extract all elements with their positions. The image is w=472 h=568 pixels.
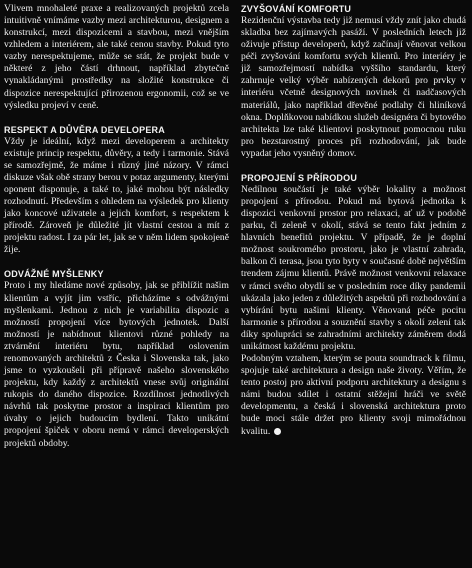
closing-paragraph	[241, 353, 466, 438]
section-paragraph-priroda: Nedílnou součástí je také výběr lokality a možnost propojení s přírodou. Pokud má bytová jednotka k dispozici venkovní prostor pro relaxaci, ať už v podobě parku, či zeleně v okolí, stává se tento fakt jedním z hlavních benefitů projektu. V případě, že je doplní možnost soukromého prostoru, jako je vlastní zahrada, balkon či terasa, jsou tyto byty v současné době největším trendem zájmu klientů. Právě možnost venkovní relaxace v rámci svého obydlí se v posledním roce díky pandemii ukázala jako jeden z důležitých aspektů při rozhodování a vybírání bytu našimi klienty. Věnovaná péče pocitu harmonie s přírodou a souznění stavby s okolí zelení tak díky spolupráci se zahradními architekty záměrem dodá unikátnost každému projektu.	[241, 183, 466, 352]
end-mark-icon	[274, 428, 281, 435]
section-paragraph-respekt: Vždy je ideální, když mezi developerem a architekty existuje princip respektu, důvěry, a tedy i tarmonie. Stává se samozřejmě, že máme i různý jiné názory. V rámci diskuze však obě strany berou v potaz argumenty, kterými oponent disponuje, a také to, jaké mohou být následky rozhodnutí. Především s ohledem na výsledek pro klienty jako koncové uživatele a jejich komfort, s respektem k přírodě. Zároveň je důležité jít vlastní cestou a mít z projektu radost. I za pár let, jak se v něm lidem spokojeně žije.	[4, 135, 229, 256]
section-heading-respekt: RESPEKT A DŮVĚRA DEVELOPERA	[4, 124, 165, 135]
right-column	[241, 3, 466, 568]
section-paragraph-odvazne: Proto i my hledáme nové způsoby, jak se přiblížit našim klientům a vyjít jim vstříc, přicházíme s odvážnými myšlenkami. Jednou z nich je variabilita dispozic a možností propojení více bytových jednotek. Další možností je nabídnout klientovi různé pohledy na ztvárnění interiéru bytu, například oslovením renomovaných architektů z Česka i Slovenska tak, jako jsme to vyzkoušeli při přípravě našeho slovenského projektu, kdy každý z architektů vnese svůj originální rukopis do daného dispozice. Rozdílnost jednotlivých návrhů tak poskytne prostor a inspiraci klientům pro úvahy o jejich budoucím bydlení. Takto unikátní propojení špiček v oboru nemá v rámci developerských projektů obdoby.	[4, 280, 229, 449]
section-heading-priroda: PROPOJENÍ S PŘÍRODOU	[241, 172, 358, 183]
section-heading-odvazne: ODVÁŽNÉ MYŠLENKY	[4, 269, 104, 280]
section-paragraph-komfort: Rezidenční výstavba tedy již nemusí vždy znít jako chudá skladba bez zajímavých pasáží. V posledních letech již oživuje přístup developerů, když začínají věnovat velkou péči zvyšování komfortu svých klientů. Pro interiéry je již samozřejmostí nabídka vyššího standardu, který zahrnuje velký výběr nabízených dekorů pro prvky v interiéru včetně designových novinek či nadčasových materiálů, jako například dřevěné podlahy či hliníková okna. Doplňkovou nabídkou služeb designéra či bytového architekta lze také klientovi poskytnout pomocnou ruku pro bezstarostný proces při rozhodování, jak bude vypadat jeho vysněný domov.	[241, 15, 466, 159]
closing-paragraph-text: Podobným vztahem, kterým se pouta soundtrack k filmu, spojuje také architektura a design naše životy. Věřím, že tento postoj pro aktivní podporu architektury a designu s námi budou sdílet i ostatní stěžejní hráči ve světě developmentu, a česká i slovenská architektura proto bude moci stále držet pro klienty svoji mimořádnou kvalitu.	[241, 353, 466, 437]
left-column	[4, 3, 229, 568]
section-heading-komfort: ZVYŠOVÁNÍ KOMFORTU	[241, 4, 352, 14]
intro-paragraph: Vlivem mnohaleté praxe a realizovaných projektů zcela intuitivně vnímáme vazby mezi architekturou, designem a konstrukcí, mezi dispozicemi a stavbou, mezi vnějším vzhledem a interiérem, ale také cenou stavby. Pokud tyto vazby nerespektujeme, může se stát, že projekt bude v některé z jeho částí drhnout, například zbytečně vynakládanými prostředky na složité konstrukce či dispozice nerespektující přirozenou ergonomii, což se ve výsledku projeví v ceně.	[4, 3, 229, 111]
